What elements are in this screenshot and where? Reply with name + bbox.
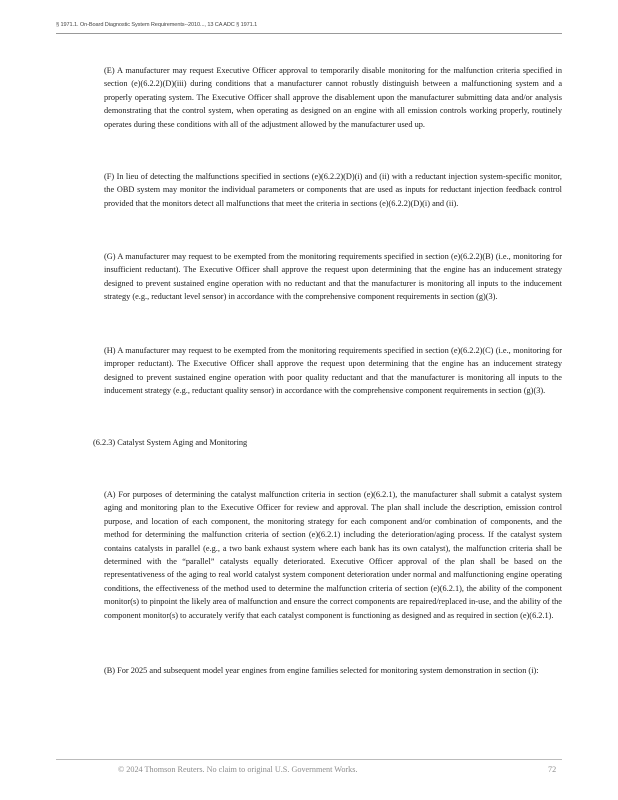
paragraph-b: (B) For 2025 and subsequent model year engines from engine families selected for monitoring system demonstration in section (i): — [104, 666, 539, 675]
footer-rule — [56, 759, 562, 760]
page-number: 72 — [548, 765, 557, 774]
header-rule — [56, 33, 562, 34]
section-heading-6-2-3: (6.2.3) Catalyst System Aging and Monitoring — [93, 438, 248, 447]
paragraph-e: (E) A manufacturer may request Executive Officer approval to temporarily disable monitoring for the malfunction criteria specified in section (e)(6.2.2)(D)(iii) during conditions that a manufacturer cannot robustly distinguish between a malfunctioning system and a properly operating system. The Executive Officer shall approve the disablement upon the manufacturer submitting data and/or analysis demonstrating that the control system, when operating as designed on an engine with all emission controls working properly, routinely operates during these conditions with all of the adjustment allowed by the manufacturer used up. — [104, 66, 562, 129]
paragraph-a: (A) For purposes of determining the catalyst malfunction criteria in section (e)(6.2.1), the manufacturer shall submit a catalyst system aging and monitoring plan to the Executive Officer for review and approval. The plan shall include the description, emission control purpose, and location of each component, the monitoring strategy for each component and/or combination of components, and the method for determining the malfunction criteria of section (e)(6.2.1) including the deterioration/aging process. If the catalyst system contains catalysts in parallel (e.g., a two bank exhaust system where each bank has its own catalyst), the malfunction criteria shall be determined with the “parallel” catalysts equally deteriorated. Executive Officer approval of the plan shall be based on the representativeness of the aging to real world catalyst system component deterioration under normal and malfunctioning engine operating conditions, the effectiveness of the method used to determine the malfunction criteria of section (e)(6.2.1), the ability of the component monitor(s) to pinpoint the likely area of malfunction and ensure the correct components are repaired/replaced in-use, and the ability of the component monitor(s) to accurately verify that each catalyst component is functioning as designed and as required in section (e)(6.2.1). — [104, 490, 562, 620]
paragraph-g: (G) A manufacturer may request to be exempted from the monitoring requirements specified in section (e)(6.2.2)(B) (i.e., monitoring for insufficient reductant). The Executive Officer shall approve the request upon determining that the engine has an inducement strategy designed to prevent sustained engine operation with no reductant and that the manufacturer is monitoring all inputs to the inducement strategy (e.g., reductant level sensor) in accordance with the comprehensive component requirements in section (g)(3). — [104, 252, 562, 302]
paragraph-f: (F) In lieu of detecting the malfunctions specified in sections (e)(6.2.2)(D)(i) and (ii) with a reductant injection system-specific monitor, the OBD system may monitor the individual parameters or components that are used as inputs for reductant injection feedback control provided that the monitors detect all malfunctions that meet the criteria in sections (e)(6.2.2)(D)(i) and (ii). — [104, 172, 562, 208]
footer-copyright: © 2024 Thomson Reuters. No claim to original U.S. Government Works. — [118, 765, 358, 774]
paragraph-h: (H) A manufacturer may request to be exempted from the monitoring requirements specified in section (e)(6.2.2)(C) (i.e., monitoring for improper reductant). The Executive Officer shall approve the request upon determining that the engine has an inducement strategy designed to prevent sustained engine operation with poor quality reductant and that the manufacturer is monitoring all inputs to the inducement strategy (e.g., reductant quality sensor) in accordance with the comprehensive component requirements in section (g)(3). — [104, 346, 562, 396]
running-header: § 1971.1. On-Board Diagnostic System Requirements--2010..., 13 CA ADC § 1971.1 — [56, 22, 258, 28]
